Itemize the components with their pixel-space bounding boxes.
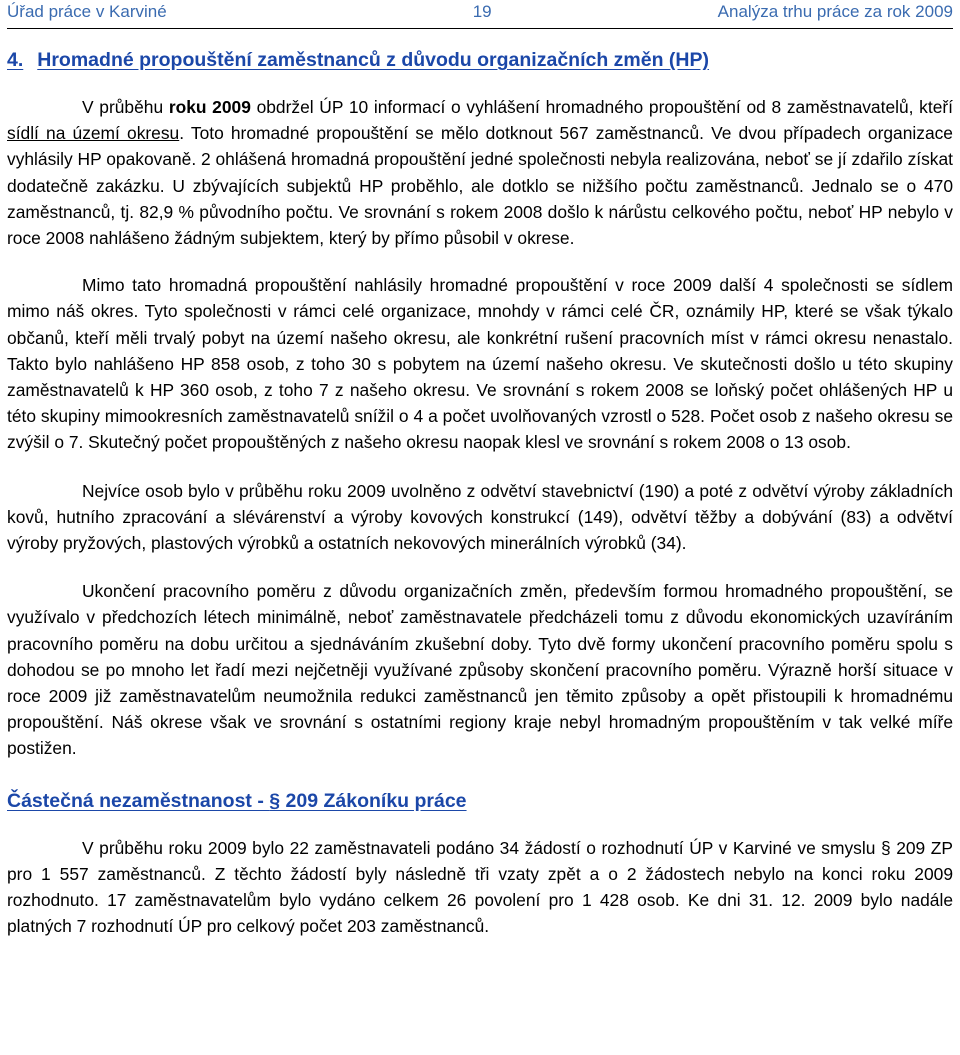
section-heading (7, 47, 953, 73)
paragraph-3: Nejvíce osob bylo v průběhu roku 2009 uvolněno z odvětví stavebnictví (190) a poté z odvětví výroby základních kovů, hutního zpracování a slévárenství a výroby kovových konstrukcí (149), odvětví těžby a dobývání (83) a odvětví výroby pryžových, plastových výrobků a ostatních nekovových minerálních výrobků (34). (7, 480, 953, 554)
header-report-title: Analýza trhu práce za rok 2009 (717, 2, 953, 21)
paragraph-1-bold-year: roku 2009 (168, 97, 251, 117)
paragraph-4: Ukončení pracovního poměru z důvodu organizačních změn, především formou hromadného propouštění, se využívalo v předchozích létech minimálně, neboť zaměstnavatele předcházeli tomu z důvodu ekonomických uzavíráním pracovního poměru na dobu určitou a sjednáváním zkušební doby. Tyto dvě formy ukončení pracovního poměru spolu s dohodou se po mnoho let řadí mezi nejčetněji využívané způsoby skončení pracovního poměru. Výrazně horší situace v roce 2009 již zaměstnavatelům neumožnila redukci zaměstnanců jen těmito způsoby a opět přistoupili k hromadnému propouštění. Náš okrese však ve srovnání s ostatními regiony kraje nebyl hromadným propouštěním v tak velké míře postižen. (7, 581, 953, 759)
subsection-heading (7, 788, 953, 814)
subsection-title-b: § 209 Zákoníku práce (269, 789, 467, 812)
subsection-title-a: Částečná nezaměstnanost - (7, 789, 270, 812)
section-number: 4. (7, 49, 24, 71)
paragraph-1-underlined: sídlí na území okresu (7, 123, 180, 144)
paragraph-1 (7, 94, 953, 251)
section-title: Hromadné propouštění zaměstnanců z důvodu organizačních změn (HP) (37, 49, 710, 71)
paragraph-1-text-a: V průběhu (82, 97, 169, 117)
running-header (7, 0, 953, 29)
header-office-name: Úřad práce v Karviné (7, 2, 167, 21)
paragraph-5: V průběhu roku 2009 bylo 22 zaměstnavateli podáno 34 žádostí o rozhodnutí ÚP v Karviné ve smyslu § 209 ZP pro 1 557 zaměstnanců. Z těchto žádostí byly následně tři vzaty zpět a o 2 žádostech nebylo na konci roku 2009 rozhodnuto. 17 zaměstnavatelům bylo vydáno celkem 26 povolení pro 1 428 osob. Ke dni 31. 12. 2009 bylo nadále platných 7 rozhodnutí ÚP pro celkový počet 203 zaměstnanců. (7, 837, 953, 937)
page-number: 19 (472, 2, 492, 21)
paragraph-1-text-c: obdržel ÚP 10 informací o vyhlášení hromadného propouštění od 8 zaměstnavatelů, kteří (250, 97, 953, 117)
paragraph-1-text-e: . Toto hromadné propouštění se mělo dotknout 567 zaměstnanců. Ve dvou případech organizace vyhlásily HP opakovaně. 2 ohlášená hromadná propouštění jedné společnosti nebyla realizována, neboť se jí zdařilo získat dodatečně zakázku. U zbývajících subjektů HP proběhlo, ale dotklo se nižšího počtu zaměstnanců. Jednalo se o 470 zaměstnanců, tj. 82,9 % původního počtu. Ve srovnání s rokem 2008 došlo k nárůstu celkového počtu, neboť HP nebylo v roce 2008 nahlášeno žádným subjektem, který by přímo působil v okrese. (7, 123, 953, 249)
paragraph-2: Mimo tato hromadná propouštění nahlásily hromadné propouštění v roce 2009 další 4 společnosti se sídlem mimo náš okres. Tyto společnosti v rámci celé organizace, mnohdy v rámci celé ČR, oznámily HP, které se však týkalo občanů, kteří měli trvalý pobyt na území našeho okresu, ale konkrétní rušení pracovních míst v rámci okresu nenastalo. Takto bylo nahlášeno HP 858 osob, z toho 30 s pobytem na území našeho okresu. Ve skutečnosti došlo u této skupiny zaměstnavatelů k HP 360 osob, z toho 7 z našeho okresu. Ve srovnání s rokem 2008 se loňský počet ohlášených HP u této skupiny mimookresních zaměstnavatelů snížil o 4 a počet uvolňovaných vzrostl o 528. Počet osob z našeho okresu se zvýšil o 7. Skutečný počet propouštěných z našeho okresu naopak klesl ve srovnání s rokem 2008 o 13 osob. (7, 275, 953, 453)
